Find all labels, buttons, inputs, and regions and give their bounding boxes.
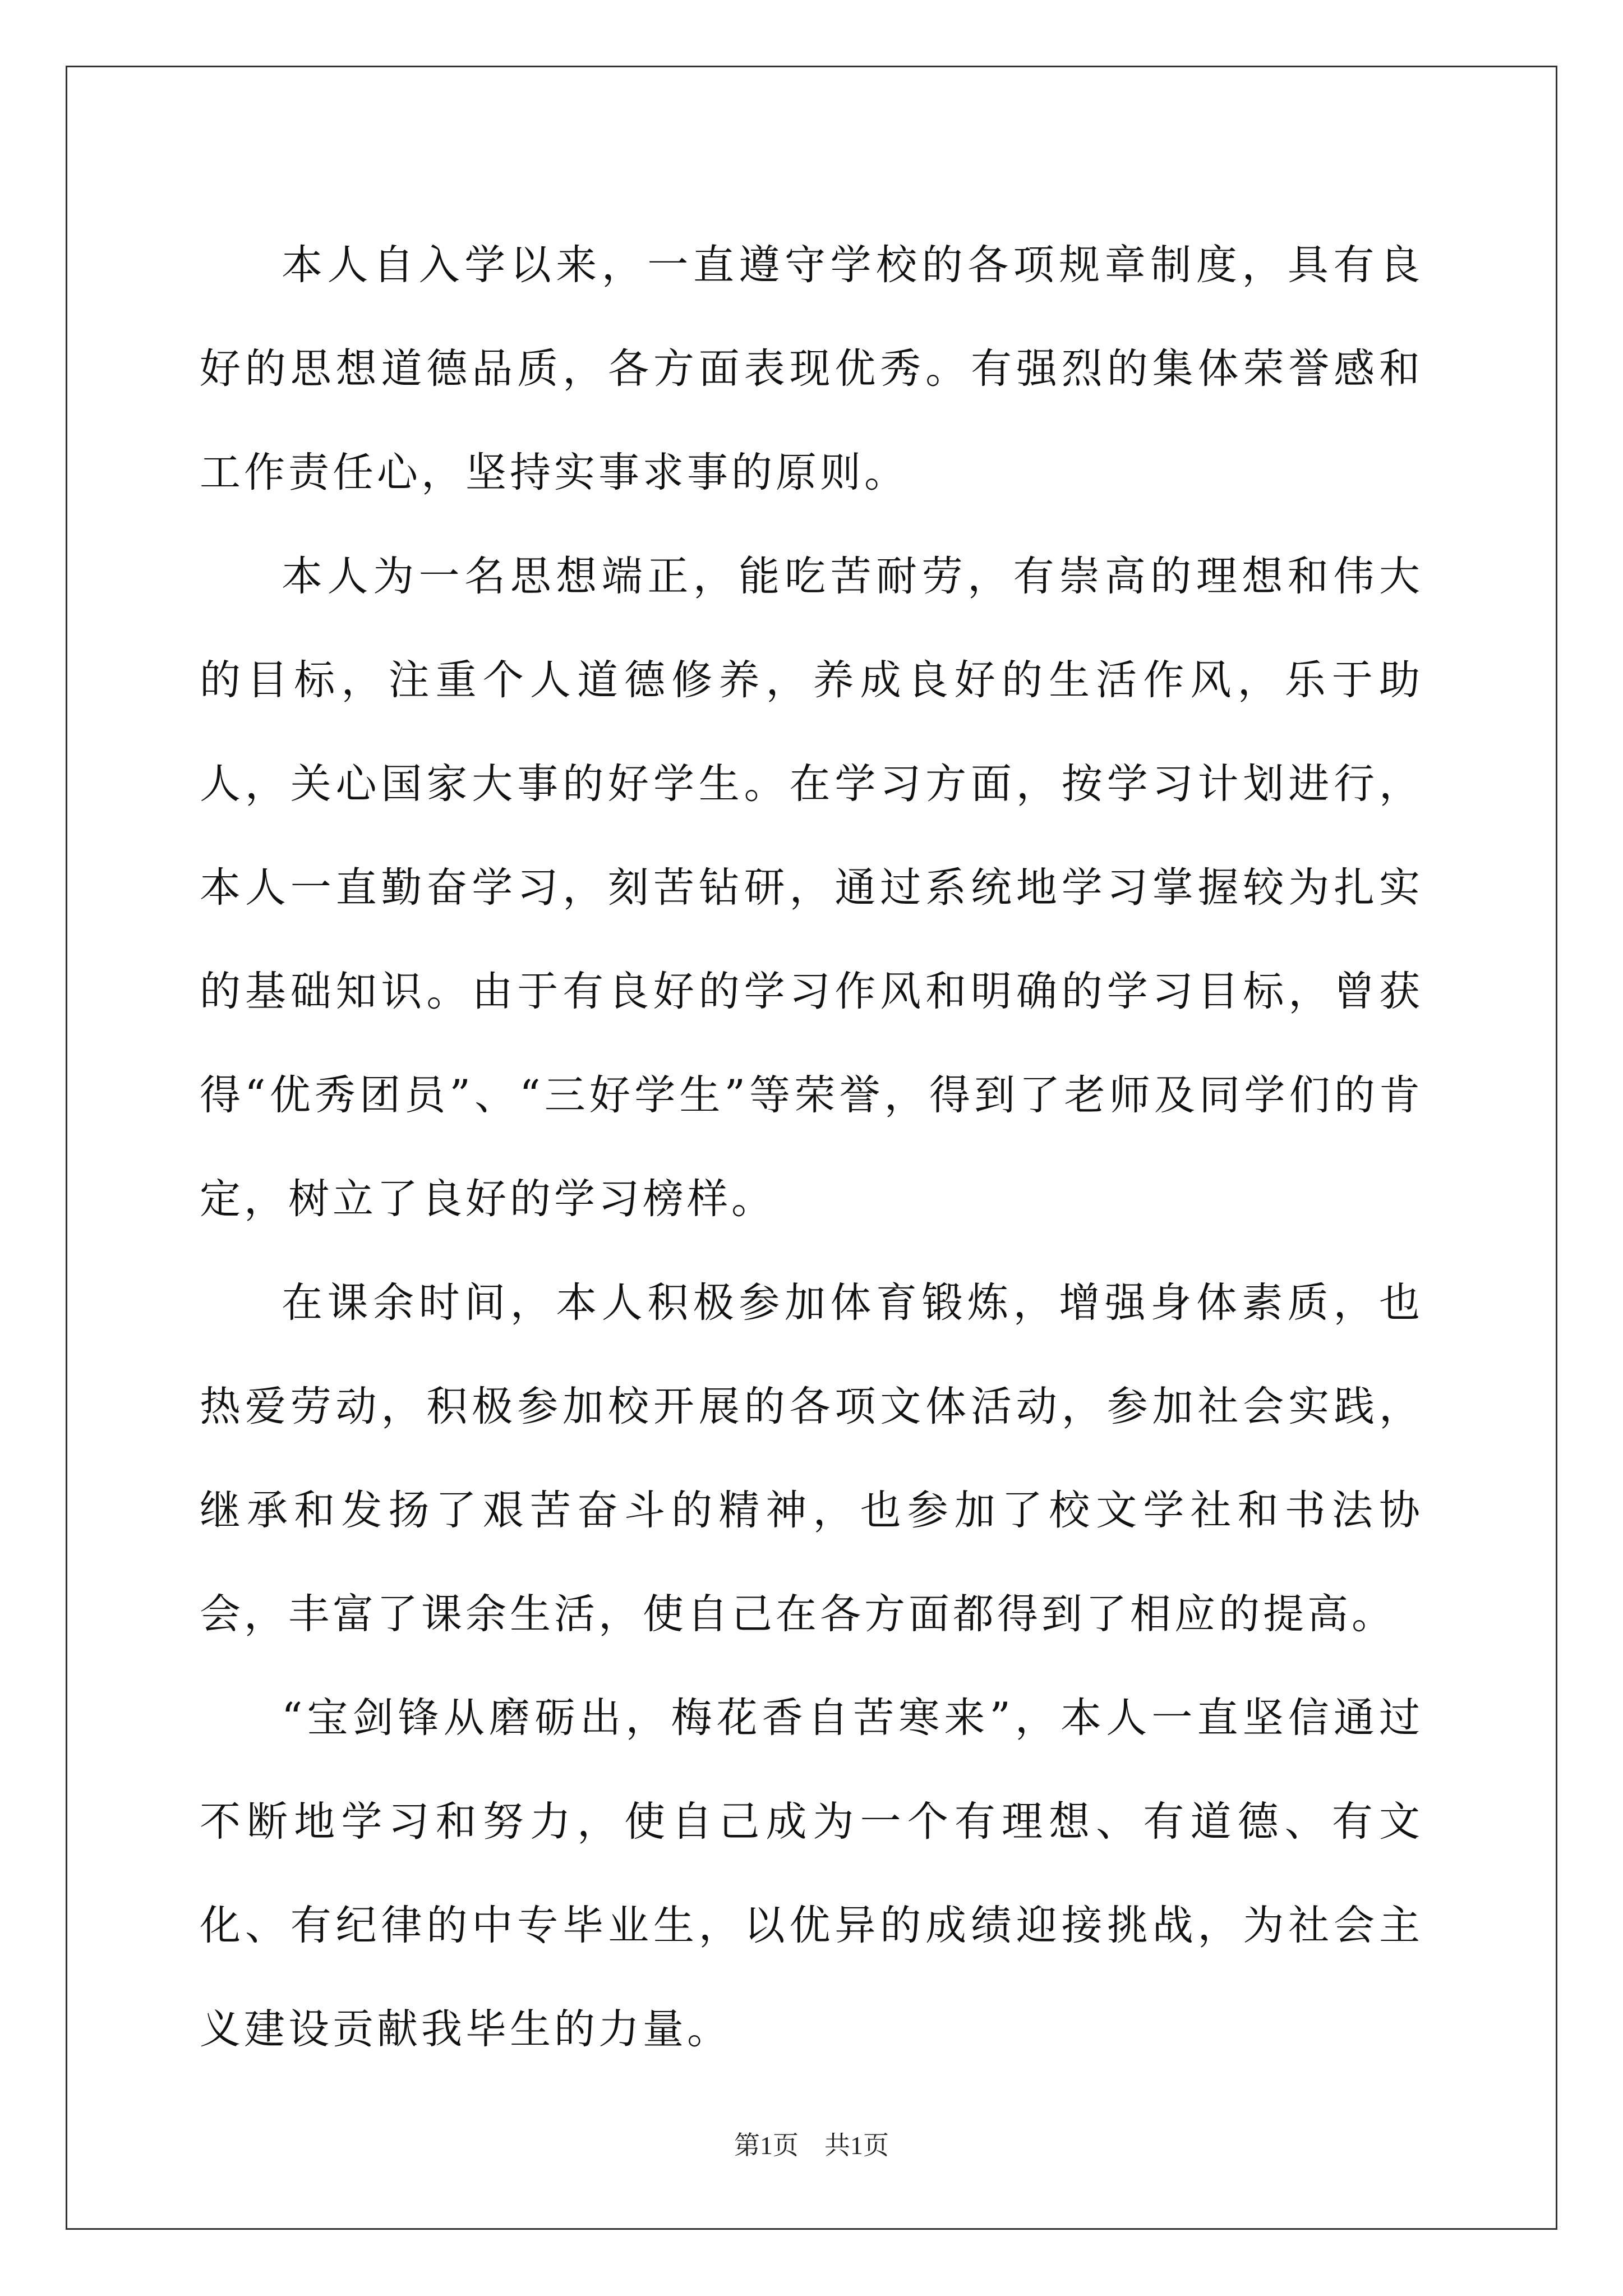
paragraph-1: 本人自入学以来，一直遵守学校的各项规章制度，具有良好的思想道德品质，各方面表现优秀。有强烈的集体荣誉感和工作责任心，坚持实事求事的原则。: [200, 241, 1423, 496]
paragraph-3: 在课余时间，本人积极参加体育锻炼，增强身体素质，也热爱劳动，积极参加校开展的各项文体活动，参加社会实践，继承和发扬了艰苦奋斗的精神，也参加了校文学社和书法协会，丰富了课余生活，使自己在各方面都得到了相应的提高。: [200, 1279, 1423, 1638]
paragraph-4: “宝剑锋从磨砺出，梅花香自苦寒来”，本人一直坚信通过不断地学习和努力，使自己成为一个有理想、有道德、有文化、有纪律的中专毕业生，以优异的成绩迎接挑战，为社会主义建设贡献我毕生的力量。: [200, 1694, 1423, 2053]
paragraph-2: 本人为一名思想端正，能吃苦耐劳，有崇高的理想和伟大的目标，注重个人道德修养，养成良好的生活作风，乐于助人，关心国家大事的好学生。在学习方面，按学习计划进行，本人一直勤奋学习，刻苦钻研，通过系统地学习掌握较为扎实的基础知识。由于有良好的学习作风和明确的学习目标，曾获得“优秀团员”、“三好学生”等荣誉，得到了老师及同学们的肯定，树立了良好的学习榜样。: [200, 553, 1423, 1223]
document-body: [200, 213, 1423, 2081]
page-footer: 第1页 共1页: [734, 2131, 889, 2160]
